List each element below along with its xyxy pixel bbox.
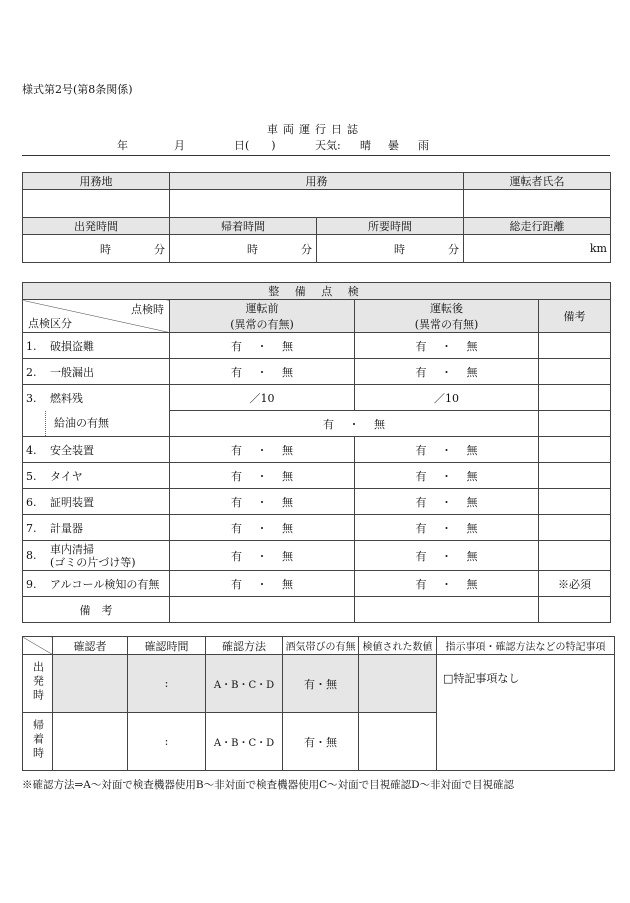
- maintenance-title: 整 備 点 検: [23, 283, 611, 300]
- alcohol-check-table: [22, 636, 615, 771]
- after-yes-no[interactable]: 有 ・ 無: [355, 437, 539, 463]
- departure-time-field[interactable]: 時 分: [23, 235, 170, 263]
- year-label: 年: [117, 139, 128, 152]
- after-yes-no[interactable]: 有 ・ 無: [355, 571, 539, 597]
- before-yes-no[interactable]: 有 ・ 無: [170, 515, 355, 541]
- remarks-extra[interactable]: [539, 597, 611, 623]
- before-fuel-level[interactable]: ／10: [170, 385, 355, 411]
- table-row: [23, 597, 611, 623]
- header-measured-value: 検値された数値: [359, 637, 437, 655]
- after-yes-no[interactable]: 有 ・ 無: [355, 515, 539, 541]
- header-check-time: 確認時間: [128, 637, 206, 655]
- remark-cell[interactable]: [539, 515, 611, 541]
- before-yes-no[interactable]: 有 ・ 無: [170, 437, 355, 463]
- method-footnote: ※確認方法⇒A～対面で検査機器使用B～非対面で検査機器使用C～対面で目視確認D～非対面で目視確認: [22, 779, 515, 791]
- table-row: 給油の有無 有 ・ 無: [23, 411, 611, 437]
- month-label: 月: [174, 139, 185, 152]
- table-row: 2. 一般漏出 有 ・ 無 有 ・ 無: [23, 359, 611, 385]
- table-row: 9. アルコール検知の有無 有 ・ 無 有 ・ 無 ※必須: [23, 571, 611, 597]
- after-yes-no[interactable]: 有 ・ 無: [355, 489, 539, 515]
- document-title: 車両運行日誌: [267, 123, 363, 136]
- remark-cell[interactable]: [539, 463, 611, 489]
- after-yes-no[interactable]: 有 ・ 無: [355, 463, 539, 489]
- form-number: 様式第2号(第8条関係): [22, 83, 133, 96]
- remark-cell[interactable]: [539, 541, 611, 571]
- header-business: 用務: [170, 173, 464, 190]
- table-row: 4. 安全装置 有 ・ 無 有 ・ 無: [23, 437, 611, 463]
- remarks-row-label: 備 考: [23, 597, 170, 623]
- remark-cell[interactable]: [539, 333, 611, 359]
- header-checker: 確認者: [53, 637, 128, 655]
- before-yes-no[interactable]: 有 ・ 無: [170, 489, 355, 515]
- refuel-yes-no[interactable]: 有 ・ 無: [170, 411, 539, 437]
- after-yes-no[interactable]: 有 ・ 無: [355, 333, 539, 359]
- remark-cell[interactable]: [539, 411, 611, 437]
- return-measured-field[interactable]: [359, 713, 437, 771]
- destination-field[interactable]: [23, 190, 170, 218]
- header-total-distance: 総走行距離: [464, 218, 611, 235]
- after-yes-no[interactable]: 有 ・ 無: [355, 541, 539, 571]
- weather-cloudy[interactable]: 曇: [388, 139, 399, 152]
- trip-info-table: [22, 172, 611, 263]
- header-special-notes: 指示事項・確認方法などの特記事項: [437, 637, 615, 655]
- before-yes-no[interactable]: 有 ・ 無: [170, 333, 355, 359]
- return-method-field[interactable]: A・B・C・D: [206, 713, 283, 771]
- depart-checker-field[interactable]: [53, 655, 128, 713]
- weather-rain[interactable]: 雨: [418, 139, 429, 152]
- depart-alcohol-field[interactable]: 有・無: [283, 655, 359, 713]
- return-time-field[interactable]: 時 分: [170, 235, 317, 263]
- corner-cell: [23, 637, 53, 655]
- business-field[interactable]: [170, 190, 464, 218]
- depart-time-field[interactable]: :: [128, 655, 206, 713]
- distance-unit: km: [589, 242, 607, 255]
- table-row: 8. 車内清掃 (ゴミの片づけ等) 有 ・ 無 有 ・ 無: [23, 541, 611, 571]
- row-return-label: 帰着時: [23, 713, 53, 771]
- header-duration: 所要時間: [317, 218, 464, 235]
- after-fuel-level[interactable]: ／10: [355, 385, 539, 411]
- remark-cell[interactable]: [539, 385, 611, 411]
- weather-sunny[interactable]: 晴: [360, 139, 371, 152]
- depart-method-field[interactable]: A・B・C・D: [206, 655, 283, 713]
- table-row: 7. 計量器 有 ・ 無 有 ・ 無: [23, 515, 611, 541]
- return-alcohol-field[interactable]: 有・無: [283, 713, 359, 771]
- after-yes-no[interactable]: 有 ・ 無: [355, 359, 539, 385]
- header-destination: 用務地: [23, 173, 170, 190]
- duration-field[interactable]: 時 分: [317, 235, 464, 263]
- remark-cell[interactable]: [539, 437, 611, 463]
- remark-cell[interactable]: [539, 489, 611, 515]
- weather-label: 天気:: [315, 139, 341, 152]
- remark-cell[interactable]: [539, 359, 611, 385]
- header-after-driving: 運転後 (異常の有無): [355, 300, 539, 333]
- return-time-field[interactable]: :: [128, 713, 206, 771]
- table-row: [23, 655, 615, 713]
- total-distance-field[interactable]: [464, 235, 611, 263]
- table-row: 3. 燃料残 ／10 ／10: [23, 385, 611, 411]
- remarks-before[interactable]: [170, 597, 355, 623]
- driver-name-field[interactable]: [464, 190, 611, 218]
- header-return-time: 帰着時間: [170, 218, 317, 235]
- date-weather-line: [22, 137, 610, 156]
- table-row: 5. タイヤ 有 ・ 無 有 ・ 無: [23, 463, 611, 489]
- depart-measured-field[interactable]: [359, 655, 437, 713]
- day-label: 日( ): [234, 139, 276, 152]
- table-row: 1. 破損盗難 有 ・ 無 有 ・ 無: [23, 333, 611, 359]
- remarks-after[interactable]: [355, 597, 539, 623]
- special-notes-field[interactable]: [437, 655, 615, 771]
- row-departure-label: 出発時: [23, 655, 53, 713]
- header-driver-name: 運転者氏名: [464, 173, 611, 190]
- header-alcohol: 酒気帯びの有無: [283, 637, 359, 655]
- required-note: ※必須: [539, 571, 611, 597]
- return-checker-field[interactable]: [53, 713, 128, 771]
- header-departure-time: 出発時間: [23, 218, 170, 235]
- before-yes-no[interactable]: 有 ・ 無: [170, 571, 355, 597]
- check-corner-header: 点検時 点検区分: [23, 300, 170, 333]
- before-yes-no[interactable]: 有 ・ 無: [170, 541, 355, 571]
- header-check-method: 確認方法: [206, 637, 283, 655]
- maintenance-check-table: [22, 282, 611, 623]
- no-special-notes-checkbox[interactable]: □特記事項なし: [443, 672, 520, 685]
- before-yes-no[interactable]: 有 ・ 無: [170, 359, 355, 385]
- before-yes-no[interactable]: 有 ・ 無: [170, 463, 355, 489]
- header-before-driving: 運転前 (異常の有無): [170, 300, 355, 333]
- table-row: 6. 証明装置 有 ・ 無 有 ・ 無: [23, 489, 611, 515]
- header-remarks: 備考: [539, 300, 611, 333]
